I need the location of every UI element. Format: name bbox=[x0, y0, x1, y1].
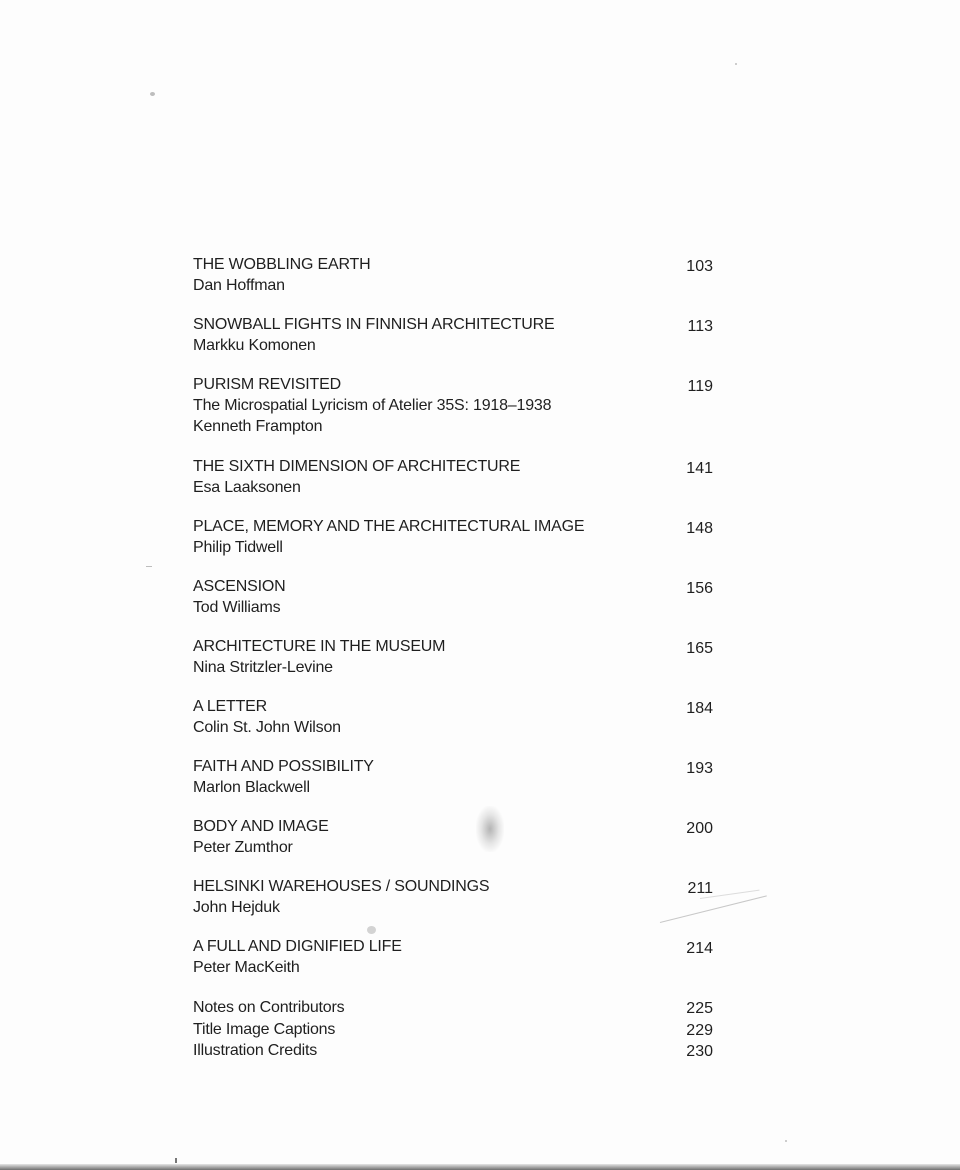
back-matter-page-number: 225 bbox=[686, 1000, 713, 1017]
toc-entry-title: ASCENSION bbox=[193, 578, 286, 595]
back-matter-item bbox=[193, 1019, 723, 1041]
toc-entry-title: PURISM REVISITED bbox=[193, 376, 341, 393]
table-of-contents bbox=[193, 254, 723, 1062]
toc-entry-title: THE SIXTH DIMENSION OF ARCHITECTURE bbox=[193, 458, 521, 475]
back-matter-item bbox=[193, 997, 723, 1019]
toc-entry bbox=[193, 456, 723, 516]
scan-speck bbox=[150, 92, 155, 96]
toc-entry-page-number: 156 bbox=[686, 580, 713, 597]
toc-entry-title: THE WOBBLING EARTH bbox=[193, 256, 371, 273]
scan-bottom-edge bbox=[0, 1164, 960, 1170]
toc-entry-title: HELSINKI WAREHOUSES / SOUNDINGS bbox=[193, 878, 490, 895]
toc-entry-page-number: 119 bbox=[687, 378, 713, 395]
toc-entry bbox=[193, 374, 723, 456]
scan-speck bbox=[146, 566, 152, 567]
toc-entry-author: Marlon Blackwell bbox=[193, 779, 310, 796]
toc-entry-page-number: 103 bbox=[686, 258, 713, 275]
back-matter-label: Title Image Captions bbox=[193, 1020, 336, 1038]
toc-entry-page-number: 184 bbox=[686, 700, 713, 717]
toc-entry-title: BODY AND IMAGE bbox=[193, 818, 329, 835]
toc-entry-title: ARCHITECTURE IN THE MUSEUM bbox=[193, 638, 446, 655]
toc-entry-author: Kenneth Frampton bbox=[193, 418, 323, 435]
toc-entry bbox=[193, 936, 723, 996]
toc-entry-author: John Hejduk bbox=[193, 899, 280, 916]
toc-entry bbox=[193, 636, 723, 696]
toc-entry bbox=[193, 254, 723, 314]
toc-entry-title: FAITH AND POSSIBILITY bbox=[193, 758, 374, 775]
toc-entry bbox=[193, 816, 723, 876]
toc-entry-title: PLACE, MEMORY AND THE ARCHITECTURAL IMAGE bbox=[193, 518, 585, 535]
toc-entry bbox=[193, 516, 723, 576]
back-matter-list bbox=[193, 997, 723, 1062]
toc-entry-author: Nina Stritzler-Levine bbox=[193, 659, 333, 676]
back-matter-page-number: 229 bbox=[686, 1021, 713, 1039]
toc-entry-author: Tod Williams bbox=[193, 599, 281, 616]
toc-entry-page-number: 165 bbox=[686, 640, 713, 657]
toc-entry-page-number: 113 bbox=[687, 318, 713, 335]
toc-entry-author: Markku Komonen bbox=[193, 337, 316, 354]
toc-entry-author: Peter Zumthor bbox=[193, 839, 293, 856]
scan-speck bbox=[735, 63, 737, 65]
toc-entry-page-number: 141 bbox=[686, 460, 713, 477]
toc-entry-page-number: 214 bbox=[686, 940, 713, 957]
toc-entry bbox=[193, 876, 723, 936]
toc-entry bbox=[193, 756, 723, 816]
toc-entry-subtitle: The Microspatial Lyricism of Atelier 35S: 1918–1938 bbox=[193, 397, 552, 414]
toc-entry-title: A FULL AND DIGNIFIED LIFE bbox=[193, 938, 402, 955]
toc-entry-page-number: 200 bbox=[686, 820, 713, 837]
toc-entry bbox=[193, 576, 723, 636]
toc-entry-author: Philip Tidwell bbox=[193, 539, 283, 556]
scan-speck bbox=[175, 1158, 177, 1163]
toc-entry-author: Peter MacKeith bbox=[193, 959, 300, 976]
scan-speck bbox=[785, 1140, 787, 1142]
toc-entry-page-number: 211 bbox=[687, 880, 713, 897]
back-matter-label: Notes on Contributors bbox=[193, 999, 345, 1016]
toc-entry-title: A LETTER bbox=[193, 698, 267, 715]
back-matter-page-number: 230 bbox=[686, 1043, 713, 1060]
toc-entry bbox=[193, 696, 723, 756]
back-matter-label: Illustration Credits bbox=[193, 1042, 318, 1059]
toc-entry-author: Dan Hoffman bbox=[193, 277, 285, 294]
back-matter-item bbox=[193, 1040, 723, 1062]
toc-entry-author: Esa Laaksonen bbox=[193, 479, 301, 496]
toc-entry-title: SNOWBALL FIGHTS IN FINNISH ARCHITECTURE bbox=[193, 316, 555, 333]
toc-entry bbox=[193, 314, 723, 374]
toc-entry-page-number: 193 bbox=[686, 760, 713, 777]
toc-entry-page-number: 148 bbox=[686, 520, 713, 537]
toc-entry-author: Colin St. John Wilson bbox=[193, 719, 341, 736]
